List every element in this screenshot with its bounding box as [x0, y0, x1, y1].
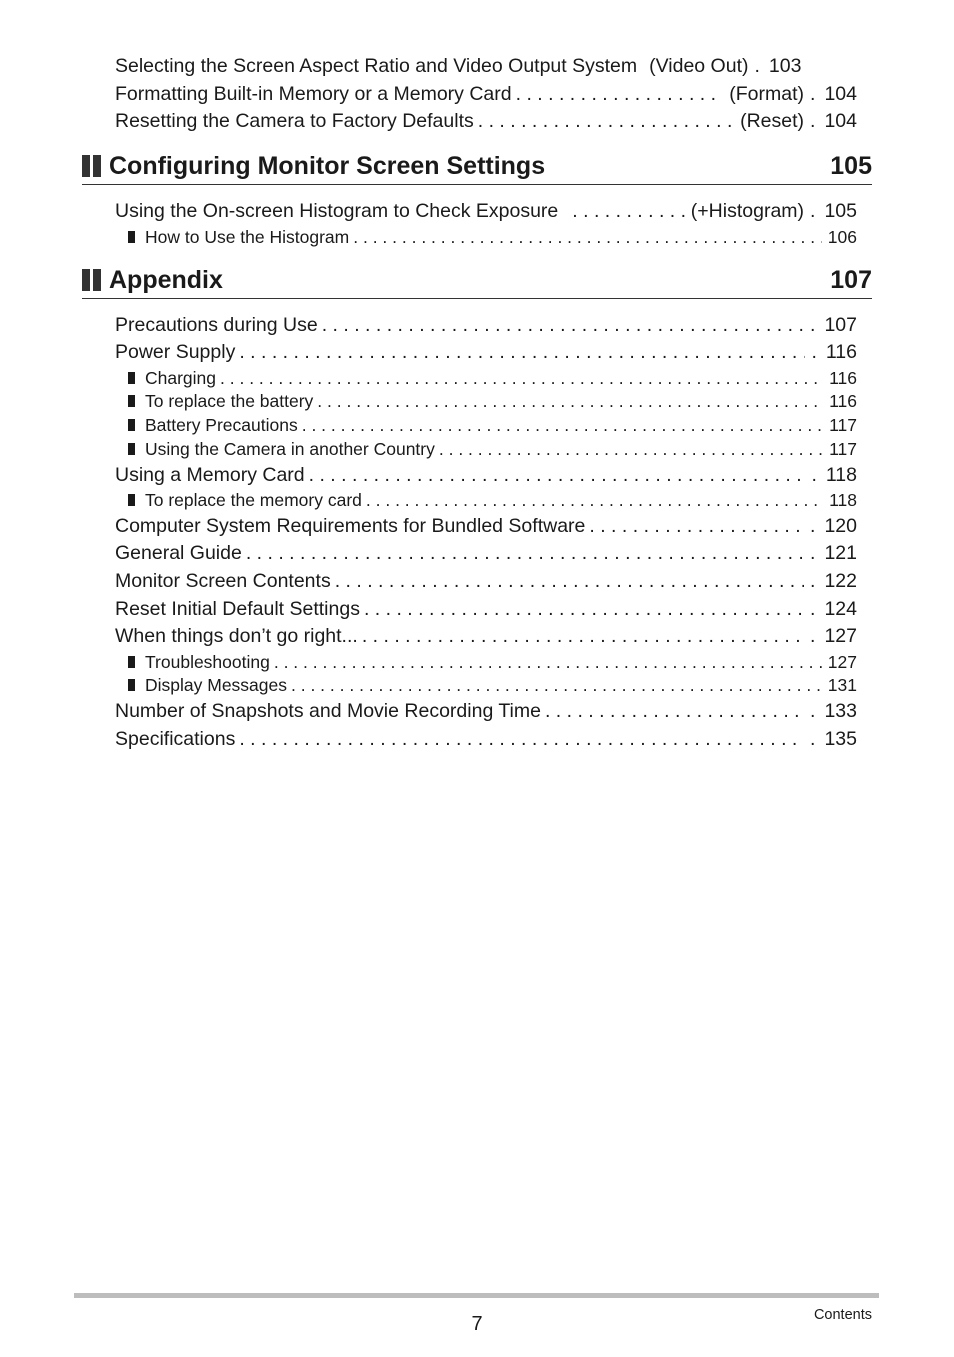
- toc-entry-title: General Guide: [115, 542, 242, 564]
- toc-entry-title: Troubleshooting: [145, 652, 270, 672]
- bullet-square-icon: [128, 656, 135, 668]
- toc-entry-title: Battery Precautions: [145, 415, 298, 435]
- bullet-square-icon: [128, 494, 135, 506]
- section-title: Configuring Monitor Screen Settings: [109, 151, 546, 180]
- toc-subentry[interactable]: [128, 390, 857, 412]
- toc-entry[interactable]: [115, 339, 857, 365]
- toc-leader: [478, 108, 734, 134]
- toc-entry-title: Formatting Built-in Memory or a Memory Card: [115, 83, 512, 105]
- toc-entry-title: Number of Snapshots and Movie Recording Time: [115, 700, 541, 722]
- toc-leader-dot: .: [754, 55, 760, 77]
- toc-subentry[interactable]: [128, 438, 857, 460]
- toc-leader-dot: .: [810, 314, 816, 336]
- toc-entry-page: 104: [824, 83, 857, 105]
- toc-entry-page: 104: [824, 110, 857, 132]
- toc-leader: [302, 414, 823, 436]
- section-heading-appendix[interactable]: [82, 262, 872, 299]
- toc-entry-tag: (Format): [729, 83, 805, 105]
- toc-entry-page: 120: [824, 515, 857, 537]
- page-number: 7: [471, 1313, 483, 1335]
- toc-leader-dot: .: [810, 570, 816, 592]
- toc-entry-title: Power Supply: [115, 341, 236, 363]
- toc-leader: [291, 674, 822, 696]
- toc-entry-page: 133: [824, 700, 857, 722]
- toc-entry-title: Precautions during Use: [115, 314, 318, 336]
- toc-subentry[interactable]: [128, 414, 857, 436]
- section-marker-icon: [82, 269, 101, 291]
- section-page: 107: [830, 265, 872, 294]
- bullet-square-icon: [128, 372, 135, 384]
- toc-entry-title: Using a Memory Card: [115, 464, 305, 486]
- toc-entry-title: Resetting the Camera to Factory Defaults: [115, 110, 474, 132]
- section-heading-monitor[interactable]: [82, 148, 872, 185]
- toc-entry-page: 135: [824, 728, 857, 750]
- toc-leader: [366, 489, 823, 511]
- toc-entry-title: Selecting the Screen Aspect Ratio and Video Output System: [115, 55, 638, 77]
- toc-entry[interactable]: [115, 198, 857, 224]
- toc-subentry[interactable]: [128, 674, 857, 696]
- toc-entry-page: 116: [829, 391, 857, 411]
- toc-leader: [246, 540, 804, 566]
- toc-entry-title: Display Messages: [145, 675, 287, 695]
- toc-leader-dot: .: [810, 625, 816, 647]
- bullet-square-icon: [128, 395, 135, 407]
- toc-entry[interactable]: [115, 312, 857, 338]
- toc-entry-title: Charging: [145, 368, 217, 388]
- toc-entry-title: Reset Initial Default Settings: [115, 598, 360, 620]
- toc-entry-page: 121: [824, 542, 857, 564]
- toc-entry-title: When things don’t go right...: [115, 625, 358, 647]
- toc-leader: [309, 462, 806, 488]
- toc-subentry[interactable]: [128, 651, 857, 673]
- toc-leader-dot: .: [810, 83, 816, 105]
- toc-leader-dot: .: [811, 341, 817, 363]
- toc-subentry[interactable]: [128, 226, 857, 248]
- toc-entry-page: 107: [824, 314, 857, 336]
- section-marker-icon: [82, 155, 101, 177]
- toc-entry-page: 118: [825, 464, 857, 486]
- bullet-square-icon: [128, 443, 135, 455]
- bullet-square-icon: [128, 679, 135, 691]
- toc-leader: [545, 698, 804, 724]
- toc-entry[interactable]: [115, 81, 857, 107]
- toc-entry-tag: (Video Out): [649, 55, 749, 77]
- toc-entry[interactable]: [115, 53, 857, 79]
- toc-leader-dot: .: [810, 700, 816, 722]
- toc-entry-page: 131: [827, 675, 857, 695]
- toc-leader: [362, 623, 804, 649]
- toc-leader-dot: .: [810, 728, 816, 750]
- toc-leader: [364, 596, 804, 622]
- toc-entry-page: 127: [824, 625, 857, 647]
- toc-leader-dot: .: [810, 110, 816, 132]
- toc-entry[interactable]: [115, 540, 857, 566]
- toc-leader: [274, 651, 822, 673]
- toc-entry-title: Using the On-screen Histogram to Check Exposure: [115, 200, 559, 222]
- toc-entry-page: 105: [824, 200, 857, 222]
- toc-leader: [516, 81, 724, 107]
- toc-entry[interactable]: [115, 596, 857, 622]
- section-title: Appendix: [109, 265, 223, 294]
- bullet-square-icon: [128, 419, 135, 431]
- toc-entry[interactable]: [115, 513, 857, 539]
- toc-entry-page: 117: [829, 415, 857, 435]
- toc-entry[interactable]: [115, 623, 857, 649]
- toc-entry-page: 118: [829, 490, 857, 510]
- toc-entry-title: To replace the battery: [145, 391, 314, 411]
- footer-contents-label: Contents: [813, 1307, 872, 1323]
- toc-leader: [572, 198, 689, 224]
- toc-leader: [220, 367, 823, 389]
- toc-entry-title: Computer System Requirements for Bundled Software: [115, 515, 586, 537]
- toc-entry-page: 117: [829, 439, 857, 459]
- toc-leader-dot: .: [810, 542, 816, 564]
- toc-entry[interactable]: [115, 108, 857, 134]
- toc-entry-tag: (+Histogram): [690, 200, 805, 222]
- toc-leader: [353, 226, 822, 248]
- toc-entry-page: 106: [827, 227, 857, 247]
- toc-leader: [439, 438, 823, 460]
- toc-entry-page: 116: [825, 341, 857, 363]
- toc-leader: [239, 726, 804, 752]
- toc-entry-tag: (Reset): [740, 110, 805, 132]
- toc-entry-page: 103: [768, 55, 802, 77]
- toc-entry-title: Specifications: [115, 728, 236, 750]
- toc-entry-title: Using the Camera in another Country: [145, 439, 435, 459]
- toc-entry[interactable]: [115, 698, 857, 724]
- toc-leader-dot: .: [810, 598, 816, 620]
- toc-leader: [317, 390, 823, 412]
- toc-entry-title: To replace the memory card: [145, 490, 362, 510]
- section-page: 105: [830, 151, 872, 180]
- toc-entry[interactable]: [115, 726, 857, 752]
- toc-entry-page: 124: [824, 598, 857, 620]
- toc-leader: [335, 568, 804, 594]
- toc-entry-page: 127: [827, 652, 857, 672]
- toc-leader-dot: .: [811, 464, 817, 486]
- toc-leader-dot: .: [810, 200, 816, 222]
- toc-entry-page: 122: [824, 570, 857, 592]
- toc-subentry[interactable]: [128, 367, 857, 389]
- toc-entry-title: How to Use the Histogram: [145, 227, 350, 247]
- toc-leader-dot: .: [810, 515, 816, 537]
- toc-leader: [322, 312, 804, 338]
- toc-entry-page: 116: [829, 368, 857, 388]
- toc-entry[interactable]: [115, 568, 857, 594]
- toc-leader: [589, 513, 804, 539]
- toc-leader: [239, 339, 805, 365]
- footer-divider: [74, 1293, 879, 1298]
- toc-entry-title: Monitor Screen Contents: [115, 570, 331, 592]
- toc-entry[interactable]: [115, 462, 857, 488]
- bullet-square-icon: [128, 231, 135, 243]
- toc-subentry[interactable]: [128, 489, 857, 511]
